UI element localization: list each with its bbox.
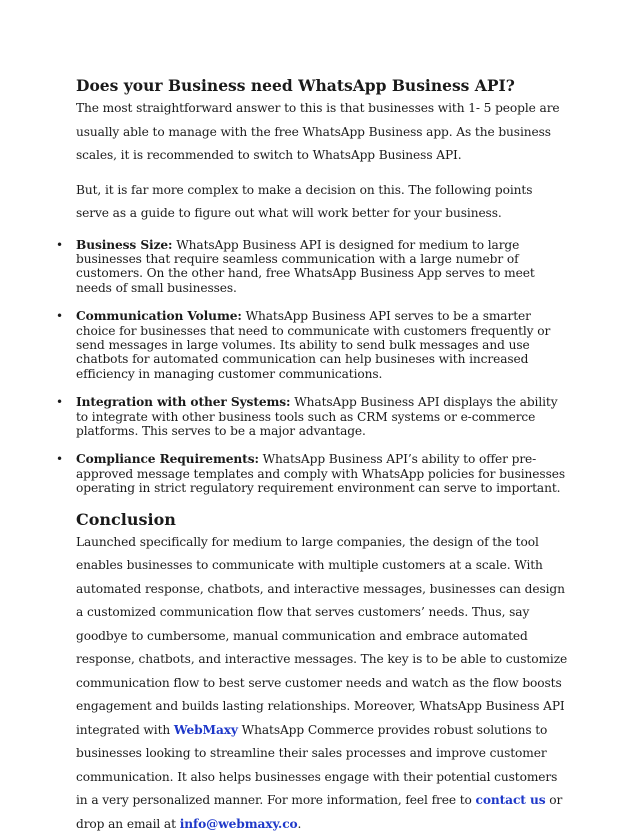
conclusion-text-3: or drop an email at bbox=[76, 793, 563, 831]
contact-us-link[interactable]: contact us bbox=[475, 793, 546, 808]
list-item-compliance bbox=[56, 452, 568, 496]
list-item-integration bbox=[56, 395, 568, 438]
list-item-title: Compliance Requirements: bbox=[76, 452, 259, 467]
bullet-icon: • bbox=[56, 309, 63, 324]
intro-paragraph-2: But, it is far more complex to make a decision on this. The following points serve as a guide to figure out what will work better for your business. bbox=[76, 182, 533, 220]
list-item-text: WhatsApp Business API is designed for medium to large businesses that require seamless communication with a large numebr of customers. On the other hand, free WhatsApp Business App serves to meet needs of small businesses. bbox=[76, 237, 535, 295]
conclusion-paragraph bbox=[76, 531, 568, 836]
list-item-business-size bbox=[56, 237, 568, 296]
section-heading-whatsapp-api: Does your Business need WhatsApp Business API? bbox=[76, 76, 515, 95]
conclusion-text-4: . bbox=[297, 816, 302, 831]
list-item-text: WhatsApp Business API displays the ability to integrate with other business tools such as CRM systems or e-commerce platforms. This serves to be a major advantage. bbox=[76, 395, 558, 438]
bullet-icon: • bbox=[56, 395, 63, 410]
email-link[interactable]: info@webmaxy.co bbox=[179, 816, 298, 831]
webmaxy-link[interactable]: WebMaxy bbox=[173, 722, 238, 737]
document-content bbox=[56, 76, 568, 836]
key-points-list bbox=[56, 237, 568, 496]
conclusion-text-1: Launched specifically for medium to large companies, the design of the tool enables businesses to communicate with multiple customers at a scale. With automated response, chatbots, and interactive messages, businesses can design a customized communication flow that serves customers’ needs. Thus, say goodbye to cumbersome, manual communication and embrace automated response, chatbots, and interactive messages. The key is to be able to customize communication flow to best serve customer needs and watch as the flow boosts engagement and builds lasting relationships. Moreover, WhatsApp Business API integrated with bbox=[76, 534, 568, 737]
bullet-icon: • bbox=[56, 452, 63, 467]
intro-paragraph-1: The most straightforward answer to this is that businesses with 1- 5 people are usually able to manage with the free WhatsApp Business app. As the business scales, it is recommended to switch to WhatsApp Business API. bbox=[76, 101, 560, 162]
list-item-text: WhatsApp Business API serves to be a smarter choice for businesses that need to communicate with customers frequently or send messages in large volumes. Its ability to send bulk messages and use chatbots for automated communication can help busineses with increased efficiency in managing customer communications. bbox=[76, 309, 551, 381]
list-item-communication-volume bbox=[56, 309, 568, 381]
list-item-title: Communication Volume: bbox=[76, 309, 242, 324]
bullet-icon: • bbox=[56, 237, 63, 252]
list-item-title: Integration with other Systems: bbox=[76, 395, 291, 410]
list-item-title: Business Size: bbox=[76, 237, 173, 252]
conclusion-heading: Conclusion bbox=[76, 509, 176, 529]
conclusion-text-2: WhatsApp Commerce provides robust solutions to businesses looking to streamline their sales processes and improve customer communication. It also helps businesses engage with their potential customers in a very personalized manner. For more information, feel free to bbox=[76, 722, 558, 808]
list-item-text: WhatsApp Business API’s ability to offer pre-approved message templates and comply with WhatsApp policies for businesses operating in strict regulatory requirement environment can serve to important. bbox=[76, 452, 565, 496]
